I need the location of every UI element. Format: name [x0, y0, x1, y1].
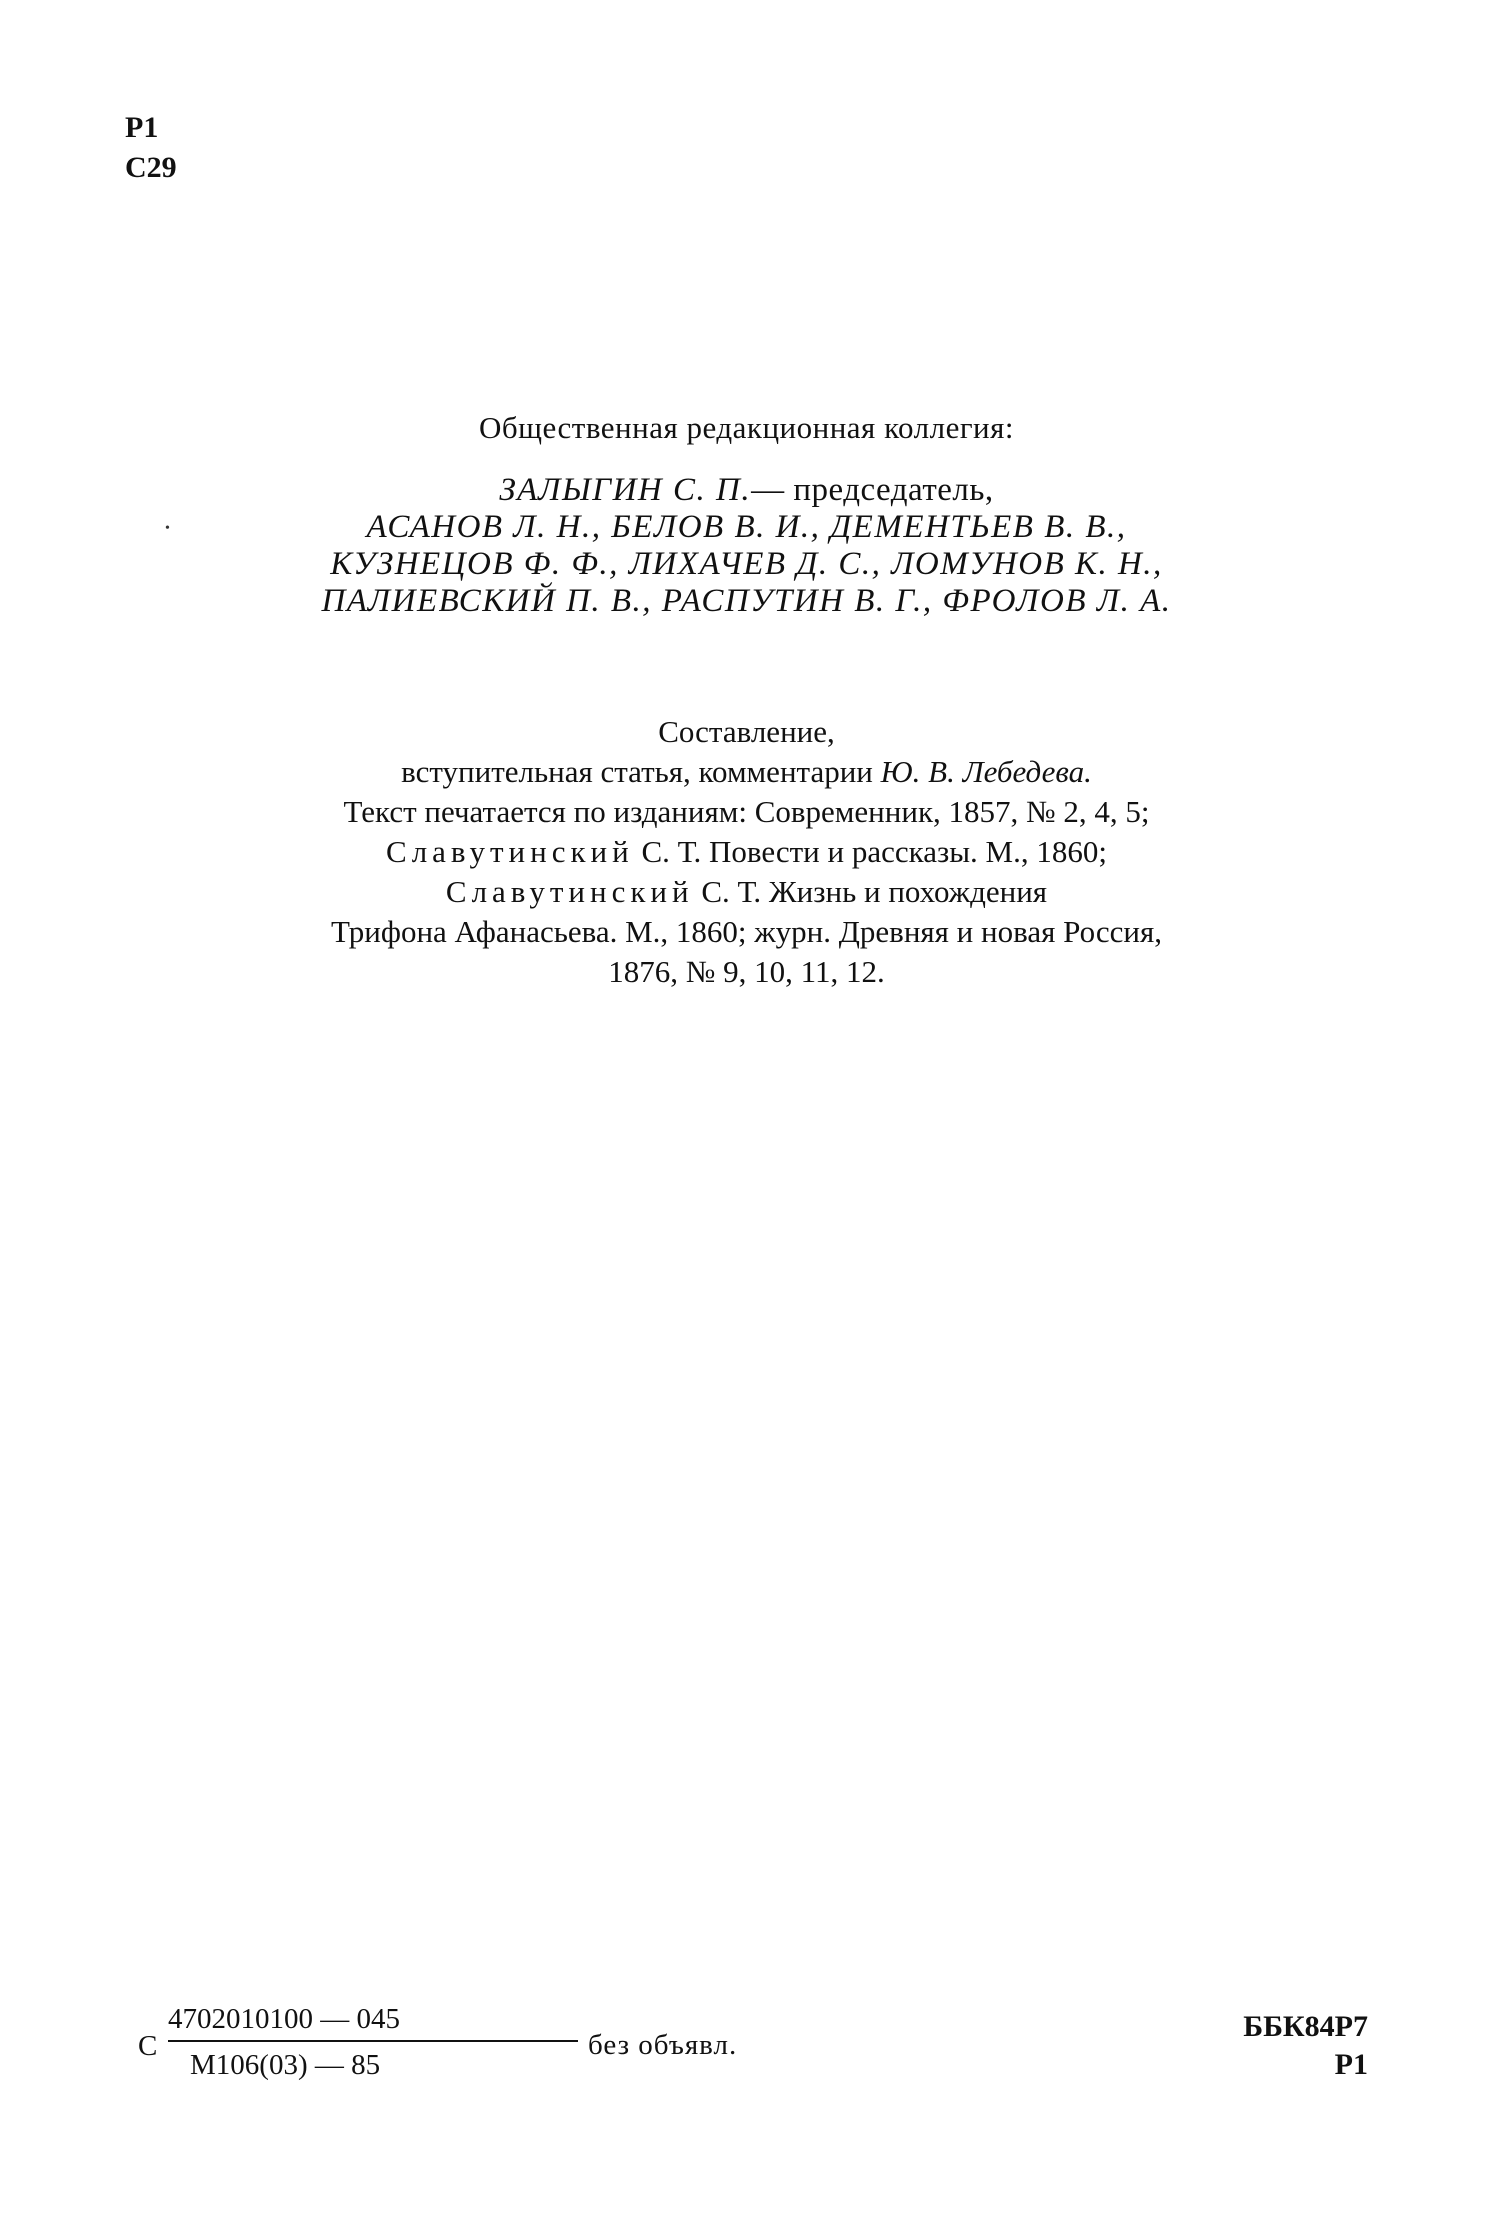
author-name: Славутинский — [445, 874, 694, 909]
classification-code-2: С29 — [125, 151, 177, 184]
chair-name: ЗАЛЫГИН С. П. — [499, 472, 752, 508]
compiler-name: Ю. В. Лебедева. — [880, 754, 1092, 789]
fraction-rule — [168, 2040, 578, 2042]
compilation-line: Составление, — [658, 714, 835, 749]
bbk-code: ББК84Р7 — [1243, 2010, 1368, 2043]
compilation-text: вступительная статья, комментарии — [401, 754, 881, 789]
source-editions-line: 1876, № 9, 10, 11, 12. — [608, 954, 885, 989]
stray-print-mark: • — [165, 521, 170, 536]
bbk-classification — [1243, 2008, 1368, 2084]
compilation-credits — [0, 712, 1493, 992]
imprint-numerator: 4702010100 — 045 — [168, 2003, 400, 2035]
library-classification — [125, 108, 177, 188]
source-text: С. Т. Повести и рассказы. М., 1860; — [633, 834, 1107, 869]
editorial-board-members-line: АСАНОВ Л. Н., БЕЛОВ В. И., ДЕМЕНТЬЕВ В. В., — [366, 509, 1127, 545]
publisher-imprint-code — [138, 2000, 738, 2100]
editorial-board — [0, 408, 1493, 620]
compilation-line — [0, 752, 1493, 792]
editorial-board-members-line: ПАЛИЕВСКИЙ П. В., РАСПУТИН В. Г., ФРОЛОВ Л. А. — [321, 583, 1172, 619]
source-editions-line — [0, 872, 1493, 912]
source-text: С. Т. Жизнь и похождения — [693, 874, 1048, 909]
author-name: Славутинский — [386, 834, 634, 869]
editorial-board-members-line: КУЗНЕЦОВ Ф. Ф., ЛИХАЧЕВ Д. С., ЛОМУНОВ К. Н., — [330, 546, 1163, 582]
classification-code-1: Р1 — [125, 111, 159, 144]
source-editions-line — [0, 832, 1493, 872]
imprint-denominator: М106(03) — 85 — [190, 2049, 381, 2081]
editorial-board-chair — [0, 472, 1493, 509]
editorial-board-heading: Общественная редакционная коллегия: — [478, 410, 1015, 445]
source-editions-line: Текст печатается по изданиям: Современник, 1857, № 2, 4, 5; — [343, 794, 1150, 829]
source-editions-line: Трифона Афанасьева. М., 1860; журн. Древняя и новая Россия, — [331, 914, 1162, 949]
imprint-series-letter: С — [138, 2030, 158, 2062]
bbk-subcode: Р1 — [1334, 2048, 1368, 2081]
price-note: без объявл. — [588, 2029, 738, 2061]
chair-role: — председатель, — [751, 472, 994, 508]
